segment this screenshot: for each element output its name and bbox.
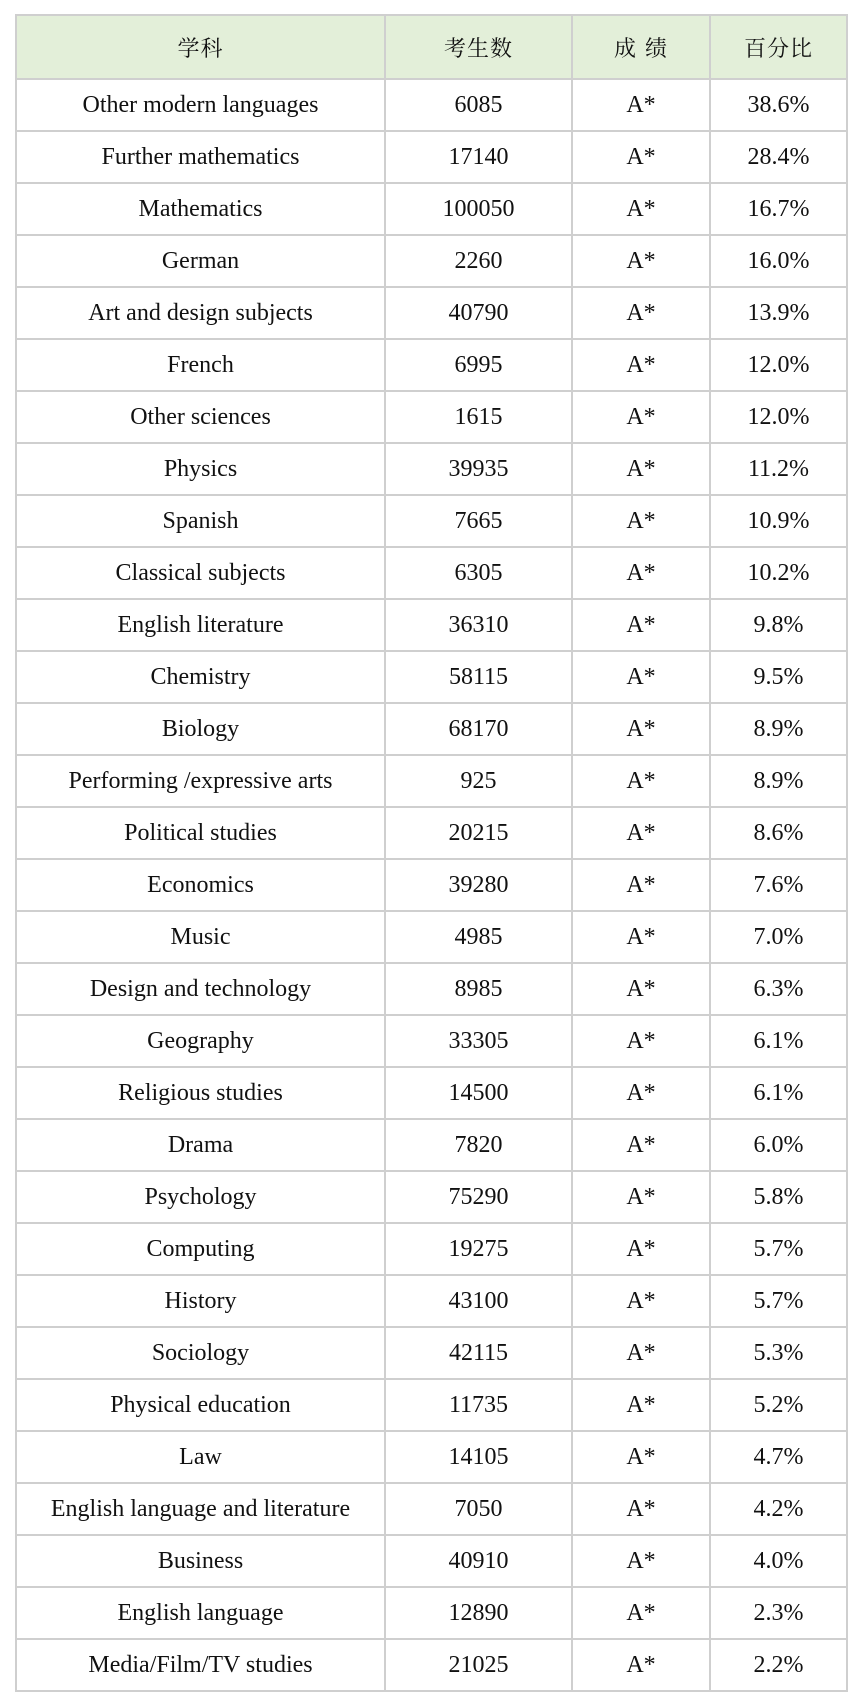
cell-candidates: 19275 xyxy=(385,1223,572,1275)
cell-subject: Physics xyxy=(16,443,385,495)
cell-subject: Media/Film/TV studies xyxy=(16,1639,385,1691)
cell-subject: Spanish xyxy=(16,495,385,547)
cell-grade: A* xyxy=(572,755,710,807)
cell-grade: A* xyxy=(572,963,710,1015)
cell-candidates: 6085 xyxy=(385,79,572,131)
cell-percentage: 5.7% xyxy=(710,1223,847,1275)
cell-candidates: 4985 xyxy=(385,911,572,963)
cell-candidates: 39935 xyxy=(385,443,572,495)
cell-candidates: 14105 xyxy=(385,1431,572,1483)
cell-grade: A* xyxy=(572,1171,710,1223)
cell-candidates: 7665 xyxy=(385,495,572,547)
table-row xyxy=(16,235,847,287)
cell-candidates: 1615 xyxy=(385,391,572,443)
cell-subject: Sociology xyxy=(16,1327,385,1379)
cell-percentage: 9.5% xyxy=(710,651,847,703)
cell-subject: Mathematics xyxy=(16,183,385,235)
cell-grade: A* xyxy=(572,131,710,183)
cell-grade: A* xyxy=(572,1483,710,1535)
cell-percentage: 16.0% xyxy=(710,235,847,287)
cell-percentage: 8.9% xyxy=(710,703,847,755)
table-row xyxy=(16,287,847,339)
cell-subject: Computing xyxy=(16,1223,385,1275)
table-row xyxy=(16,495,847,547)
cell-subject: Performing /expressive arts xyxy=(16,755,385,807)
table-row xyxy=(16,807,847,859)
cell-percentage: 2.2% xyxy=(710,1639,847,1691)
table-row xyxy=(16,547,847,599)
cell-grade: A* xyxy=(572,339,710,391)
table-row xyxy=(16,651,847,703)
cell-subject: English language xyxy=(16,1587,385,1639)
cell-percentage: 5.8% xyxy=(710,1171,847,1223)
table-body xyxy=(16,79,847,1691)
cell-subject: English language and literature xyxy=(16,1483,385,1535)
table-row xyxy=(16,79,847,131)
cell-candidates: 33305 xyxy=(385,1015,572,1067)
table-row xyxy=(16,1431,847,1483)
grade-table xyxy=(15,14,848,1692)
cell-candidates: 6305 xyxy=(385,547,572,599)
cell-percentage: 8.6% xyxy=(710,807,847,859)
cell-grade: A* xyxy=(572,391,710,443)
table-row xyxy=(16,755,847,807)
cell-grade: A* xyxy=(572,1119,710,1171)
cell-subject: Design and technology xyxy=(16,963,385,1015)
cell-grade: A* xyxy=(572,703,710,755)
cell-percentage: 6.3% xyxy=(710,963,847,1015)
cell-grade: A* xyxy=(572,235,710,287)
cell-percentage: 38.6% xyxy=(710,79,847,131)
cell-candidates: 20215 xyxy=(385,807,572,859)
table-row xyxy=(16,1379,847,1431)
cell-percentage: 4.0% xyxy=(710,1535,847,1587)
cell-grade: A* xyxy=(572,1587,710,1639)
cell-subject: Geography xyxy=(16,1015,385,1067)
table-row xyxy=(16,1015,847,1067)
cell-percentage: 6.0% xyxy=(710,1119,847,1171)
cell-grade: A* xyxy=(572,443,710,495)
cell-subject: English literature xyxy=(16,599,385,651)
header-percentage: 百分比 xyxy=(710,15,847,79)
cell-candidates: 42115 xyxy=(385,1327,572,1379)
table-row xyxy=(16,859,847,911)
cell-candidates: 17140 xyxy=(385,131,572,183)
cell-percentage: 6.1% xyxy=(710,1067,847,1119)
cell-subject: Biology xyxy=(16,703,385,755)
cell-candidates: 7050 xyxy=(385,1483,572,1535)
cell-percentage: 10.9% xyxy=(710,495,847,547)
cell-subject: Law xyxy=(16,1431,385,1483)
cell-grade: A* xyxy=(572,859,710,911)
cell-grade: A* xyxy=(572,495,710,547)
cell-candidates: 8985 xyxy=(385,963,572,1015)
cell-grade: A* xyxy=(572,599,710,651)
cell-subject: Physical education xyxy=(16,1379,385,1431)
cell-grade: A* xyxy=(572,1639,710,1691)
cell-subject: History xyxy=(16,1275,385,1327)
cell-subject: Economics xyxy=(16,859,385,911)
cell-percentage: 5.7% xyxy=(710,1275,847,1327)
cell-subject: Other modern languages xyxy=(16,79,385,131)
cell-grade: A* xyxy=(572,79,710,131)
cell-percentage: 5.2% xyxy=(710,1379,847,1431)
cell-percentage: 12.0% xyxy=(710,339,847,391)
cell-candidates: 100050 xyxy=(385,183,572,235)
cell-candidates: 11735 xyxy=(385,1379,572,1431)
cell-grade: A* xyxy=(572,1067,710,1119)
cell-percentage: 5.3% xyxy=(710,1327,847,1379)
cell-percentage: 6.1% xyxy=(710,1015,847,1067)
header-subject: 学科 xyxy=(16,15,385,79)
cell-grade: A* xyxy=(572,1223,710,1275)
cell-candidates: 36310 xyxy=(385,599,572,651)
table-row xyxy=(16,1535,847,1587)
header-candidates: 考生数 xyxy=(385,15,572,79)
cell-grade: A* xyxy=(572,183,710,235)
cell-percentage: 12.0% xyxy=(710,391,847,443)
cell-percentage: 10.2% xyxy=(710,547,847,599)
cell-subject: German xyxy=(16,235,385,287)
header-row xyxy=(16,15,847,79)
cell-candidates: 40790 xyxy=(385,287,572,339)
cell-subject: Political studies xyxy=(16,807,385,859)
table-row xyxy=(16,1327,847,1379)
cell-percentage: 2.3% xyxy=(710,1587,847,1639)
table-row xyxy=(16,963,847,1015)
cell-grade: A* xyxy=(572,1379,710,1431)
cell-percentage: 16.7% xyxy=(710,183,847,235)
cell-percentage: 7.6% xyxy=(710,859,847,911)
cell-percentage: 4.2% xyxy=(710,1483,847,1535)
cell-percentage: 13.9% xyxy=(710,287,847,339)
cell-percentage: 7.0% xyxy=(710,911,847,963)
table-row xyxy=(16,1119,847,1171)
table-row xyxy=(16,911,847,963)
cell-percentage: 28.4% xyxy=(710,131,847,183)
cell-subject: Psychology xyxy=(16,1171,385,1223)
cell-subject: Religious studies xyxy=(16,1067,385,1119)
table-row xyxy=(16,1587,847,1639)
cell-candidates: 43100 xyxy=(385,1275,572,1327)
cell-candidates: 12890 xyxy=(385,1587,572,1639)
cell-subject: Classical subjects xyxy=(16,547,385,599)
cell-percentage: 4.7% xyxy=(710,1431,847,1483)
cell-candidates: 925 xyxy=(385,755,572,807)
table-row xyxy=(16,1275,847,1327)
cell-grade: A* xyxy=(572,287,710,339)
cell-candidates: 7820 xyxy=(385,1119,572,1171)
header-grade: 成 绩 xyxy=(572,15,710,79)
cell-grade: A* xyxy=(572,1275,710,1327)
table-row xyxy=(16,1171,847,1223)
cell-grade: A* xyxy=(572,651,710,703)
cell-candidates: 75290 xyxy=(385,1171,572,1223)
cell-grade: A* xyxy=(572,1535,710,1587)
table-row xyxy=(16,1067,847,1119)
cell-subject: Chemistry xyxy=(16,651,385,703)
table-row xyxy=(16,1223,847,1275)
cell-candidates: 21025 xyxy=(385,1639,572,1691)
table-row xyxy=(16,599,847,651)
cell-candidates: 39280 xyxy=(385,859,572,911)
table-row xyxy=(16,443,847,495)
cell-subject: Business xyxy=(16,1535,385,1587)
cell-candidates: 6995 xyxy=(385,339,572,391)
cell-grade: A* xyxy=(572,1015,710,1067)
cell-subject: Further mathematics xyxy=(16,131,385,183)
table-row xyxy=(16,339,847,391)
cell-percentage: 11.2% xyxy=(710,443,847,495)
cell-percentage: 9.8% xyxy=(710,599,847,651)
table-row xyxy=(16,1639,847,1691)
table-row xyxy=(16,183,847,235)
table-row xyxy=(16,1483,847,1535)
cell-candidates: 2260 xyxy=(385,235,572,287)
cell-candidates: 58115 xyxy=(385,651,572,703)
cell-grade: A* xyxy=(572,807,710,859)
table-row xyxy=(16,391,847,443)
cell-grade: A* xyxy=(572,1327,710,1379)
cell-subject: Art and design subjects xyxy=(16,287,385,339)
table-header xyxy=(16,15,847,79)
cell-candidates: 14500 xyxy=(385,1067,572,1119)
table-row xyxy=(16,131,847,183)
cell-grade: A* xyxy=(572,911,710,963)
cell-subject: Drama xyxy=(16,1119,385,1171)
cell-candidates: 40910 xyxy=(385,1535,572,1587)
cell-subject: Music xyxy=(16,911,385,963)
cell-subject: Other sciences xyxy=(16,391,385,443)
cell-percentage: 8.9% xyxy=(710,755,847,807)
cell-candidates: 68170 xyxy=(385,703,572,755)
table-row xyxy=(16,703,847,755)
cell-grade: A* xyxy=(572,1431,710,1483)
cell-subject: French xyxy=(16,339,385,391)
cell-grade: A* xyxy=(572,547,710,599)
